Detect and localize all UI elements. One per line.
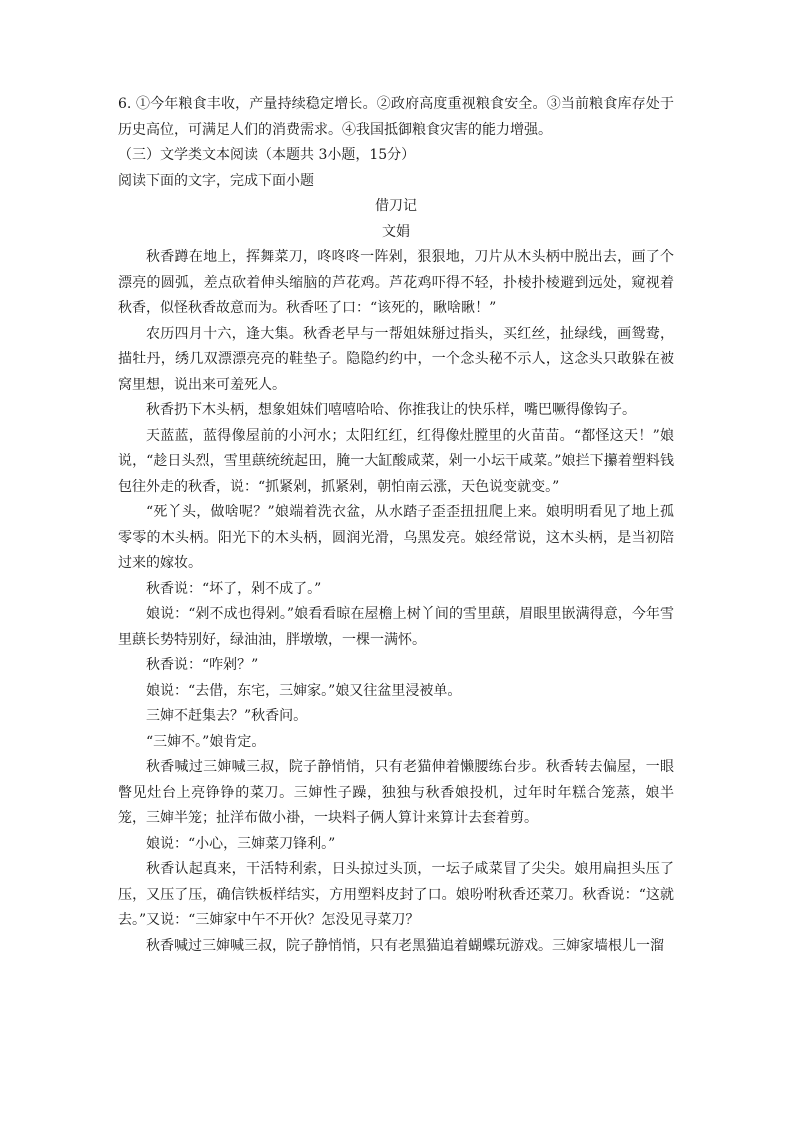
- story-title: 借刀记: [375, 198, 417, 214]
- story-paragraph: 秋香喊过三婶喊三叔，院子静悄悄，只有老黑猫追着蝴蝶玩游戏。三婶家墙根儿一溜: [146, 937, 664, 954]
- story-paragraph: “死丫头，做啥呢？”娘端着洗衣盆，从水踏子歪歪扭扭爬上来。娘明明看见了地上孤零零的木头柄。阳光下的木头柄，圆润光滑，乌黑发亮。娘经常说，这木头柄，是当初陪过来的嫁妆。: [118, 504, 674, 571]
- story-paragraph: 娘说：“小心，三婶菜刀锋利。”: [146, 835, 336, 852]
- document-content: [118, 92, 674, 959]
- story-author: 文娟: [382, 223, 410, 240]
- story-paragraph: “三婶不。”娘肯定。: [146, 733, 266, 750]
- story-paragraph: 秋香喊过三婶喊三叔，院子静悄悄，只有老猫伸着懒腰练台步。秋香转去偏屋，一眼瞥见灶台上亮铮铮的菜刀。三婶性子躁，独独与秋香娘投机，过年时年糕合笼蒸，娘半笼，三婶半笼；扯洋布做小褂，一块料子俩人算计来算计去套着剪。: [118, 759, 674, 826]
- story-paragraph: 秋香说：“坏了，剁不成了。”: [146, 580, 322, 597]
- story-paragraph: 秋香扔下木头柄，想象姐妹们嘻嘻哈哈、你推我让的快乐样，嘴巴噘得像钩子。: [146, 402, 636, 418]
- story-paragraph: 天蓝蓝，蓝得像屋前的小河水；太阳红红，红得像灶膛里的火苗苗。“都怪这天！”娘说，“趁日头烈，雪里蕻统统起田，腌一大缸酸咸菜，剁一小坛干咸菜。”娘拦下攥着塑料钱包往外走的秋香，说：“抓紧剁，抓紧剁，朝怕南云涨，天色说变就变。”: [118, 427, 674, 495]
- question-6-answer: 6. ①今年粮食丰收，产量持续稳定增长。②政府高度重视粮食安全。③当前粮食库存处于历史高位，可满足人们的消费需求。④我国抵御粮食灾害的能力增强。: [118, 96, 674, 138]
- story-paragraph: 农历四月十六，逢大集。秋香老早与一帮姐妹掰过指头，买红丝，扯绿线，画鸳鸯，描牡丹，绣几双漂漂亮亮的鞋垫子。隐隐约约中，一个念头秘不示人，这念头只敢躲在被窝里想，说出来可羞死人。: [118, 325, 674, 393]
- story-paragraph: 娘说：“去借，东宅，三婶家。”娘又往盆里浸被单。: [146, 682, 462, 699]
- reading-instruction: 阅读下面的文字，完成下面小题: [118, 172, 314, 189]
- story-paragraph: 娘说：“剁不成也得剁。”娘看看晾在屋檐上树丫间的雪里蕻，眉眼里嵌满得意，今年雪里蕻长势特别好，绿油油，胖墩墩，一棵一满怀。: [118, 606, 674, 648]
- section-heading: （三）文学类文本阅读（本题共 3小题，15分）: [118, 147, 416, 163]
- story-paragraph: 秋香认起真来，干活特利索，日头掠过头顶，一坛子咸菜冒了尖尖。娘用扁担头压了压，又压了压，确信铁板样结实，方用塑料皮封了口。娘吩咐秋香还菜刀。秋香说：“这就去。”又说：“三婶家中午不开伙？怎没见寻菜刀？: [118, 861, 674, 928]
- story-paragraph: 秋香蹲在地上，挥舞菜刀，咚咚咚一阵剁，狠狠地，刀片从木头柄中脱出去，画了个漂亮的圆弧，差点砍着伸头缩脑的芦花鸡。芦花鸡吓得不轻，扑棱扑棱避到远处，窥视着秋香，似怪秋香故意而为。秋香呸了口：“该死的，瞅啥瞅！”: [118, 249, 674, 316]
- story-paragraph: 秋香说：“咋剁？”: [146, 657, 259, 673]
- story-paragraph: 三婶不赶集去？”秋香问。: [146, 708, 308, 724]
